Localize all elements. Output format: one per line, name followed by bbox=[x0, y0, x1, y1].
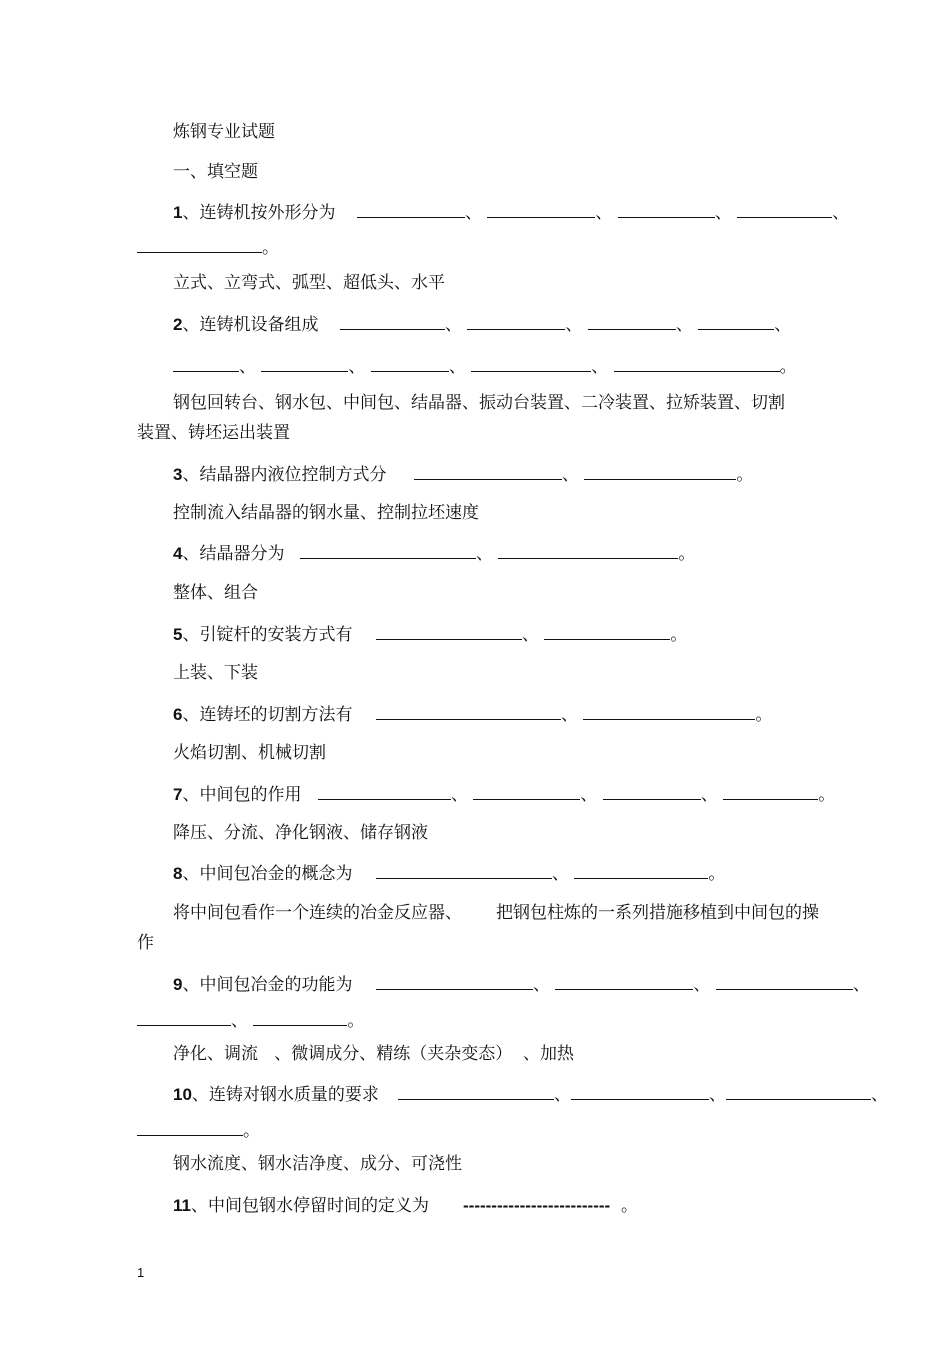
blank-row: 、 、 、 。 bbox=[318, 784, 835, 806]
question-2 bbox=[173, 314, 318, 336]
answer-blank[interactable] bbox=[467, 314, 565, 330]
answer-text: 净化、调流 、微调成分、精练（夹杂变态） 、加热 bbox=[173, 1044, 575, 1064]
answer-blank[interactable] bbox=[726, 1084, 871, 1100]
answer-text: 整体、组合 bbox=[173, 583, 258, 603]
question-text: 、中间包钢水停留时间的定义为 bbox=[190, 1196, 429, 1216]
answer-blank[interactable] bbox=[571, 1084, 709, 1100]
answer-text: 把钢包柱炼的一系列措施移植到中间包的操 bbox=[496, 903, 819, 923]
answer-blank[interactable] bbox=[498, 543, 678, 559]
question-number: 4 bbox=[173, 544, 183, 563]
question-number: 5 bbox=[173, 625, 183, 644]
answer-blank[interactable] bbox=[487, 202, 595, 218]
question-7 bbox=[173, 784, 301, 806]
blank-row: 。 bbox=[137, 237, 279, 259]
answer-blank[interactable] bbox=[544, 624, 670, 640]
answer-blank[interactable] bbox=[614, 356, 780, 372]
question-number: 11 bbox=[173, 1196, 191, 1215]
blank-row: 、 、 、 、 bbox=[357, 202, 849, 224]
blank-row: 、 。 bbox=[376, 624, 687, 646]
question-number: 1 bbox=[173, 203, 183, 222]
answer-blank[interactable] bbox=[618, 202, 715, 218]
question-text: 、引锭杆的安装方式有 bbox=[182, 625, 353, 645]
question-1 bbox=[173, 202, 335, 224]
answer-blank[interactable] bbox=[603, 784, 701, 800]
blank-row: 。 bbox=[137, 1120, 260, 1142]
question-text: 、连铸机按外形分为 bbox=[182, 203, 336, 223]
section-heading: 一、填空题 bbox=[173, 162, 258, 182]
answer-dash-blank[interactable]: -------------------------- bbox=[463, 1196, 611, 1215]
question-text: 、中间包冶金的功能为 bbox=[182, 975, 353, 995]
question-9 bbox=[173, 974, 352, 996]
question-text: 、结晶器分为 bbox=[182, 544, 285, 564]
answer-blank[interactable] bbox=[583, 704, 755, 720]
question-text: 、中间包冶金的概念为 bbox=[182, 864, 353, 884]
question-number: 10 bbox=[173, 1085, 192, 1104]
answer-blank[interactable] bbox=[137, 1010, 231, 1026]
question-3 bbox=[173, 464, 386, 486]
answer-blank[interactable] bbox=[137, 1120, 243, 1136]
answer-blank[interactable] bbox=[473, 784, 580, 800]
question-text: 、连铸坯的切割方法有 bbox=[182, 705, 353, 725]
answer-blank[interactable] bbox=[414, 464, 562, 480]
blank-row: 、 。 bbox=[414, 464, 753, 486]
answer-blank[interactable] bbox=[574, 863, 708, 879]
answer-text: 上装、下装 bbox=[173, 663, 258, 683]
question-8 bbox=[173, 863, 352, 885]
page-title: 炼钢专业试题 bbox=[173, 122, 275, 142]
question-text: 、中间包的作用 bbox=[182, 785, 302, 805]
answer-text: 作 bbox=[137, 933, 154, 953]
answer-blank[interactable] bbox=[357, 202, 465, 218]
answer-blank[interactable] bbox=[300, 543, 476, 559]
question-number: 6 bbox=[173, 705, 183, 724]
question-text: 、连铸对钢水质量的要求 bbox=[191, 1085, 379, 1105]
question-6 bbox=[173, 704, 352, 726]
blank-row: 、 。 bbox=[300, 543, 695, 565]
question-number: 2 bbox=[173, 315, 183, 334]
question-10 bbox=[173, 1084, 379, 1106]
answer-blank[interactable] bbox=[584, 464, 736, 480]
answer-text: 立式、立弯式、弧型、超低头、水平 bbox=[173, 273, 445, 293]
answer-text: 将中间包看作一个连续的冶金反应器、 bbox=[173, 903, 462, 923]
question-number: 8 bbox=[173, 864, 183, 883]
answer-text: 降压、分流、净化钢液、储存钢液 bbox=[173, 823, 428, 843]
blank-row: 、 。 bbox=[376, 704, 772, 726]
question-4 bbox=[173, 543, 284, 565]
answer-blank[interactable] bbox=[555, 974, 693, 990]
blank-row: -------------------------- 。 bbox=[463, 1196, 639, 1216]
answer-blank[interactable] bbox=[173, 356, 239, 372]
answer-blank[interactable] bbox=[698, 314, 774, 330]
question-text: 、结晶器内液位控制方式分 bbox=[182, 465, 387, 485]
answer-blank[interactable] bbox=[376, 704, 561, 720]
answer-text: 钢包回转台、钢水包、中间包、结晶器、振动台装置、二冷装置、拉矫装置、切割 bbox=[173, 393, 785, 413]
answer-blank[interactable] bbox=[716, 974, 853, 990]
answer-blank[interactable] bbox=[737, 202, 832, 218]
blank-row: 、 、 、 bbox=[376, 974, 870, 996]
question-text: 、连铸机设备组成 bbox=[182, 315, 319, 335]
answer-blank[interactable] bbox=[371, 356, 449, 372]
answer-blank[interactable] bbox=[340, 314, 445, 330]
answer-blank[interactable] bbox=[376, 863, 552, 879]
answer-blank[interactable] bbox=[376, 624, 522, 640]
answer-blank[interactable] bbox=[398, 1084, 554, 1100]
blank-row: 、 、 、 、 。 bbox=[173, 356, 797, 378]
answer-blank[interactable] bbox=[471, 356, 591, 372]
blank-row: 、 、 、 、 bbox=[340, 314, 791, 336]
question-11 bbox=[173, 1195, 429, 1217]
answer-text: 控制流入结晶器的钢水量、控制拉坯速度 bbox=[173, 503, 479, 523]
question-number: 7 bbox=[173, 785, 183, 804]
answer-blank[interactable] bbox=[318, 784, 451, 800]
answer-blank[interactable] bbox=[723, 784, 818, 800]
blank-row: 、 、 、 bbox=[398, 1084, 888, 1106]
answer-blank[interactable] bbox=[261, 356, 348, 372]
question-number: 3 bbox=[173, 465, 183, 484]
answer-blank[interactable] bbox=[376, 974, 533, 990]
page-number: 1 bbox=[137, 1265, 145, 1280]
answer-blank[interactable] bbox=[588, 314, 676, 330]
answer-text: 火焰切割、机械切割 bbox=[173, 743, 326, 763]
answer-text: 钢水流度、钢水洁净度、成分、可浇性 bbox=[173, 1154, 462, 1174]
answer-blank[interactable] bbox=[253, 1010, 347, 1026]
answer-text: 装置、铸坯运出装置 bbox=[137, 423, 290, 443]
answer-blank[interactable] bbox=[137, 237, 262, 253]
blank-row: 、 。 bbox=[376, 863, 725, 885]
question-number: 9 bbox=[173, 975, 183, 994]
blank-row: 、 。 bbox=[137, 1010, 364, 1032]
question-5 bbox=[173, 624, 352, 646]
